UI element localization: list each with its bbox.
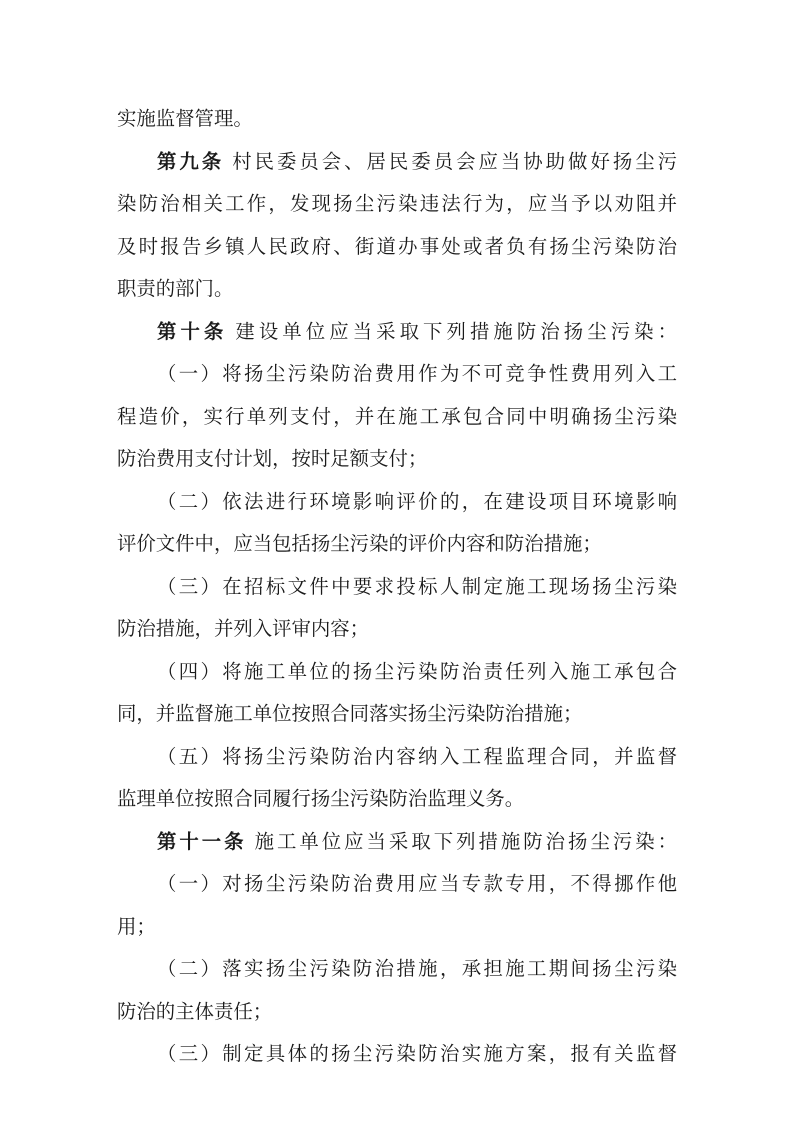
line-text: （四）将施工单位的扬尘污染防治责任列入施工承包合: [157, 659, 677, 683]
text-line: [117, 821, 677, 864]
line-text: 评价文件中，应当包括扬尘污染的评价内容和防治措施；: [117, 532, 602, 555]
text-line: [117, 651, 677, 694]
text-line: [117, 311, 677, 354]
line-text: 防治的主体责任；: [117, 999, 273, 1023]
text-line: [117, 906, 677, 949]
text-line: [117, 268, 677, 311]
article-number: 第十一条: [157, 829, 247, 853]
line-text: 用；: [117, 914, 156, 938]
text-line: [117, 778, 677, 821]
line-text: （五）将扬尘污染防治内容纳入工程监理合同，并监督: [157, 744, 677, 768]
line-text: 程造价，实行单列支付，并在施工承包合同中明确扬尘污染: [117, 404, 677, 428]
text-line: [117, 141, 677, 184]
text-line: [117, 183, 677, 226]
text-line: [117, 226, 677, 269]
line-text: 防治费用支付计划，按时足额支付；: [117, 447, 428, 470]
text-line: [117, 693, 677, 736]
text-line: [117, 863, 677, 906]
line-text: （三）在招标文件中要求投标人制定施工现场扬尘污染: [157, 574, 677, 598]
text-line: [117, 991, 677, 1034]
line-text: 村民委员会、居民委员会应当协助做好扬尘污: [232, 149, 678, 173]
text-line: [117, 566, 677, 609]
text-line: [117, 481, 677, 524]
text-line: [117, 353, 677, 396]
line-text: 染防治相关工作，发现扬尘污染违法行为，应当予以劝阻并: [117, 192, 677, 215]
line-text: 施工单位应当采取下列措施防治扬尘污染：: [254, 829, 678, 853]
text-line: [117, 438, 677, 481]
document-page: [117, 98, 677, 1076]
line-text: （二）落实扬尘污染防治措施，承担施工期间扬尘污染: [157, 957, 677, 980]
line-text: 实施监督管理。: [117, 107, 253, 130]
line-text: 监理单位按照合同履行扬尘污染防治监理义务。: [117, 787, 525, 810]
line-text: 职责的部门。: [117, 277, 234, 300]
text-line: [117, 608, 677, 651]
line-text: 建设单位应当采取下列措施防治扬尘污染：: [235, 319, 678, 343]
text-line: [117, 736, 677, 779]
line-text: 同，并监督施工单位按照合同落实扬尘污染防治措施；: [117, 702, 583, 725]
text-line: [117, 1033, 677, 1076]
article-number: 第九条: [157, 149, 225, 173]
line-text: （一）将扬尘污染防治费用作为不可竞争性费用列入工: [157, 362, 677, 385]
article-number: 第十条: [157, 319, 228, 343]
line-text: 及时报告乡镇人民政府、街道办事处或者负有扬尘污染防治: [117, 234, 677, 258]
text-line: [117, 523, 677, 566]
line-text: （三）制定具体的扬尘污染防治实施方案，报有关监督: [157, 1042, 677, 1065]
line-text: （二）依法进行环境影响评价的，在建设项目环境影响: [157, 489, 677, 513]
text-line: [117, 98, 677, 141]
text-line: [117, 396, 677, 439]
text-line: [117, 948, 677, 991]
line-text: 防治措施，并列入评审内容；: [117, 617, 370, 640]
line-text: （一）对扬尘污染防治费用应当专款专用，不得挪作他: [157, 872, 677, 895]
